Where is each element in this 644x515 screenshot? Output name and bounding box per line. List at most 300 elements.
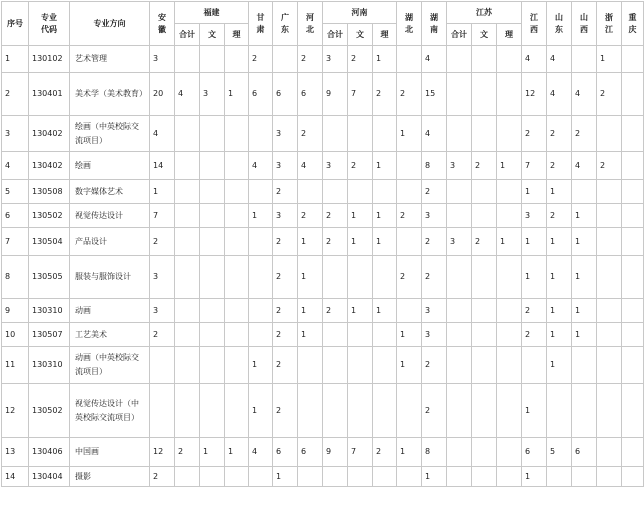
row-count xyxy=(597,228,622,256)
row-count: 1 xyxy=(522,180,547,204)
row-count xyxy=(472,347,497,384)
row-count xyxy=(447,384,472,438)
row-count xyxy=(225,256,249,299)
row-count xyxy=(225,46,249,73)
table-body xyxy=(2,46,644,487)
row-count xyxy=(200,384,225,438)
row-count: 7 xyxy=(150,204,175,228)
row-count: 3 xyxy=(150,299,175,323)
row-code: 130406 xyxy=(29,438,70,467)
row-count: 1 xyxy=(547,228,572,256)
row-count: 2 xyxy=(422,256,447,299)
row-count: 1 xyxy=(497,152,522,180)
row-count xyxy=(150,347,175,384)
row-count xyxy=(497,299,522,323)
row-count: 2 xyxy=(298,46,323,73)
row-count xyxy=(175,323,200,347)
row-count xyxy=(622,73,644,116)
row-count xyxy=(547,384,572,438)
row-count: 1 xyxy=(547,323,572,347)
row-code: 130310 xyxy=(29,299,70,323)
row-code: 130310 xyxy=(29,347,70,384)
row-count xyxy=(472,204,497,228)
table-row xyxy=(2,73,644,116)
table-row xyxy=(2,256,644,299)
row-count: 1 xyxy=(373,152,397,180)
row-count xyxy=(225,204,249,228)
row-count: 6 xyxy=(249,73,273,116)
row-seq: 2 xyxy=(2,73,29,116)
row-count xyxy=(472,323,497,347)
header-henan: 河南 xyxy=(323,2,397,24)
table-row xyxy=(2,384,644,438)
row-count xyxy=(298,347,323,384)
row-count: 15 xyxy=(422,73,447,116)
row-major: 数字媒体艺术 xyxy=(70,180,150,204)
row-count: 1 xyxy=(522,256,547,299)
row-count: 2 xyxy=(348,46,373,73)
row-count xyxy=(225,467,249,487)
row-count xyxy=(373,467,397,487)
row-count: 4 xyxy=(572,73,597,116)
row-count xyxy=(472,116,497,152)
row-count xyxy=(225,228,249,256)
row-count: 2 xyxy=(422,347,447,384)
row-count: 6 xyxy=(572,438,597,467)
table-row xyxy=(2,152,644,180)
row-count xyxy=(497,384,522,438)
row-count xyxy=(447,73,472,116)
row-count xyxy=(447,204,472,228)
row-count xyxy=(225,347,249,384)
row-count xyxy=(622,299,644,323)
row-count xyxy=(323,180,348,204)
row-count: 2 xyxy=(249,46,273,73)
header-jiangsu-science: 理 xyxy=(497,24,522,46)
row-major: 中国画 xyxy=(70,438,150,467)
row-count xyxy=(323,347,348,384)
row-count xyxy=(622,46,644,73)
row-count: 2 xyxy=(373,438,397,467)
row-count xyxy=(472,256,497,299)
row-major: 服装与服饰设计 xyxy=(70,256,150,299)
row-count: 2 xyxy=(472,228,497,256)
row-count: 2 xyxy=(273,299,298,323)
row-count xyxy=(597,299,622,323)
row-count xyxy=(397,46,422,73)
row-count xyxy=(249,180,273,204)
row-seq: 3 xyxy=(2,116,29,152)
row-count xyxy=(200,467,225,487)
row-count: 3 xyxy=(323,46,348,73)
row-seq: 9 xyxy=(2,299,29,323)
row-count: 4 xyxy=(547,73,572,116)
row-count xyxy=(497,256,522,299)
row-count: 1 xyxy=(572,299,597,323)
row-count xyxy=(175,256,200,299)
header-fujian-arts: 文 xyxy=(200,24,225,46)
row-count: 2 xyxy=(273,180,298,204)
header-chongqing: 重 庆 xyxy=(622,2,644,46)
row-count: 1 xyxy=(298,323,323,347)
table-row xyxy=(2,438,644,467)
row-count xyxy=(622,347,644,384)
row-count xyxy=(175,152,200,180)
row-count: 9 xyxy=(323,438,348,467)
row-count xyxy=(225,299,249,323)
header-hubei: 湖 北 xyxy=(397,2,422,46)
row-count xyxy=(175,467,200,487)
row-count: 4 xyxy=(298,152,323,180)
row-major: 动画（中英校际交流项目） xyxy=(70,347,150,384)
row-count: 4 xyxy=(522,46,547,73)
row-count xyxy=(348,323,373,347)
row-count xyxy=(597,384,622,438)
row-count: 2 xyxy=(522,323,547,347)
row-count: 2 xyxy=(397,256,422,299)
row-code: 130502 xyxy=(29,204,70,228)
row-count: 4 xyxy=(572,152,597,180)
row-count: 1 xyxy=(397,347,422,384)
row-count: 2 xyxy=(547,204,572,228)
row-count: 2 xyxy=(323,228,348,256)
row-count xyxy=(249,299,273,323)
row-count: 2 xyxy=(348,152,373,180)
row-count xyxy=(447,46,472,73)
row-major: 工艺美术 xyxy=(70,323,150,347)
row-count xyxy=(373,116,397,152)
row-count xyxy=(373,384,397,438)
row-count: 2 xyxy=(397,204,422,228)
row-count: 2 xyxy=(547,116,572,152)
header-gansu: 甘 肃 xyxy=(249,2,273,46)
row-count xyxy=(547,467,572,487)
row-count: 1 xyxy=(597,46,622,73)
header-major: 专业方向 xyxy=(70,2,150,46)
row-code: 130404 xyxy=(29,467,70,487)
row-count xyxy=(225,323,249,347)
row-count xyxy=(622,256,644,299)
row-count xyxy=(323,467,348,487)
header-zhejiang: 浙 江 xyxy=(597,2,622,46)
row-count: 2 xyxy=(150,228,175,256)
row-count xyxy=(323,256,348,299)
row-count: 1 xyxy=(298,228,323,256)
row-count: 3 xyxy=(447,152,472,180)
row-count xyxy=(447,323,472,347)
header-fujian-science: 理 xyxy=(225,24,249,46)
table-row xyxy=(2,228,644,256)
row-count: 2 xyxy=(273,256,298,299)
row-count xyxy=(497,180,522,204)
header-hunan: 湖 南 xyxy=(422,2,447,46)
row-count xyxy=(348,256,373,299)
row-count: 1 xyxy=(249,347,273,384)
row-count: 4 xyxy=(249,152,273,180)
row-count: 1 xyxy=(522,467,547,487)
row-count xyxy=(249,323,273,347)
row-major: 视觉传达设计（中英校际交流项目） xyxy=(70,384,150,438)
header-jiangsu-total: 合计 xyxy=(447,24,472,46)
row-count xyxy=(348,180,373,204)
row-count xyxy=(175,299,200,323)
row-count xyxy=(323,384,348,438)
row-seq: 8 xyxy=(2,256,29,299)
row-count: 1 xyxy=(348,228,373,256)
row-count: 1 xyxy=(373,204,397,228)
row-count xyxy=(373,347,397,384)
row-code: 130102 xyxy=(29,46,70,73)
table-row xyxy=(2,46,644,73)
row-count xyxy=(447,256,472,299)
row-major: 产品设计 xyxy=(70,228,150,256)
row-count xyxy=(522,347,547,384)
row-count xyxy=(472,384,497,438)
header-henan-total: 合计 xyxy=(323,24,348,46)
row-count xyxy=(175,180,200,204)
row-count xyxy=(497,204,522,228)
row-count xyxy=(622,467,644,487)
row-seq: 13 xyxy=(2,438,29,467)
row-count xyxy=(472,180,497,204)
row-count: 14 xyxy=(150,152,175,180)
row-count: 1 xyxy=(373,46,397,73)
row-count: 4 xyxy=(422,116,447,152)
row-count xyxy=(348,347,373,384)
row-count: 1 xyxy=(572,204,597,228)
row-count xyxy=(622,323,644,347)
row-count xyxy=(472,46,497,73)
row-count xyxy=(497,467,522,487)
row-code: 130504 xyxy=(29,228,70,256)
header-seq: 序号 xyxy=(2,2,29,46)
row-count: 6 xyxy=(298,438,323,467)
header-row-top xyxy=(2,2,644,24)
header-anhui: 安 徽 xyxy=(150,2,175,46)
row-count xyxy=(497,438,522,467)
row-count: 20 xyxy=(150,73,175,116)
row-count: 1 xyxy=(225,73,249,116)
row-count xyxy=(200,323,225,347)
row-count: 12 xyxy=(522,73,547,116)
row-count xyxy=(597,467,622,487)
row-count: 3 xyxy=(200,73,225,116)
row-count xyxy=(497,347,522,384)
row-count: 1 xyxy=(522,228,547,256)
row-count: 2 xyxy=(397,73,422,116)
table-row xyxy=(2,347,644,384)
row-count xyxy=(348,467,373,487)
row-count: 1 xyxy=(397,323,422,347)
row-count: 1 xyxy=(397,438,422,467)
row-count xyxy=(323,323,348,347)
row-count xyxy=(622,152,644,180)
row-count: 2 xyxy=(597,152,622,180)
row-count: 4 xyxy=(422,46,447,73)
row-count xyxy=(397,228,422,256)
row-count: 3 xyxy=(522,204,547,228)
row-count xyxy=(622,204,644,228)
row-seq: 4 xyxy=(2,152,29,180)
row-count xyxy=(200,256,225,299)
row-count: 1 xyxy=(572,228,597,256)
row-count xyxy=(497,116,522,152)
row-count: 1 xyxy=(298,256,323,299)
row-count xyxy=(472,467,497,487)
row-major: 摄影 xyxy=(70,467,150,487)
row-count: 2 xyxy=(522,116,547,152)
row-count: 1 xyxy=(298,299,323,323)
row-count xyxy=(572,384,597,438)
row-count xyxy=(572,347,597,384)
row-count: 2 xyxy=(323,204,348,228)
row-code: 130507 xyxy=(29,323,70,347)
row-count xyxy=(373,323,397,347)
row-count xyxy=(175,116,200,152)
row-count xyxy=(175,228,200,256)
row-count xyxy=(200,299,225,323)
row-count xyxy=(447,347,472,384)
row-count xyxy=(249,228,273,256)
row-major: 美术学（美术教育） xyxy=(70,73,150,116)
row-count: 6 xyxy=(298,73,323,116)
row-seq: 10 xyxy=(2,323,29,347)
row-count xyxy=(150,384,175,438)
row-count xyxy=(249,467,273,487)
header-hebei: 河 北 xyxy=(298,2,323,46)
row-count xyxy=(200,347,225,384)
row-count: 8 xyxy=(422,152,447,180)
row-major: 动画 xyxy=(70,299,150,323)
row-count xyxy=(200,180,225,204)
row-seq: 12 xyxy=(2,384,29,438)
table-row xyxy=(2,323,644,347)
header-jiangsu-arts: 文 xyxy=(472,24,497,46)
row-count xyxy=(298,384,323,438)
row-count: 2 xyxy=(547,152,572,180)
row-count xyxy=(348,384,373,438)
row-count: 1 xyxy=(249,204,273,228)
row-count: 3 xyxy=(323,152,348,180)
row-count xyxy=(175,46,200,73)
row-count xyxy=(472,438,497,467)
row-code: 130401 xyxy=(29,73,70,116)
row-count xyxy=(225,152,249,180)
row-count xyxy=(597,347,622,384)
header-fujian-total: 合计 xyxy=(175,24,200,46)
row-count xyxy=(622,228,644,256)
row-count: 2 xyxy=(422,228,447,256)
header-henan-arts: 文 xyxy=(348,24,373,46)
row-count xyxy=(597,204,622,228)
table-row xyxy=(2,116,644,152)
row-code: 130505 xyxy=(29,256,70,299)
row-count xyxy=(497,323,522,347)
row-count: 1 xyxy=(547,299,572,323)
table-row xyxy=(2,467,644,487)
row-seq: 7 xyxy=(2,228,29,256)
row-count xyxy=(472,299,497,323)
row-seq: 6 xyxy=(2,204,29,228)
row-count: 1 xyxy=(547,180,572,204)
row-count xyxy=(472,73,497,116)
row-count: 1 xyxy=(348,204,373,228)
row-count xyxy=(200,46,225,73)
row-count xyxy=(225,384,249,438)
row-count: 2 xyxy=(373,73,397,116)
row-count xyxy=(225,180,249,204)
row-count xyxy=(175,384,200,438)
row-count: 4 xyxy=(150,116,175,152)
row-code: 130402 xyxy=(29,116,70,152)
row-count xyxy=(622,384,644,438)
row-count xyxy=(175,347,200,384)
row-count: 1 xyxy=(547,347,572,384)
row-count xyxy=(597,323,622,347)
row-count xyxy=(200,116,225,152)
row-count xyxy=(447,116,472,152)
header-shanxi: 山 西 xyxy=(572,2,597,46)
row-major: 绘画 xyxy=(70,152,150,180)
row-count: 7 xyxy=(348,438,373,467)
row-count xyxy=(447,180,472,204)
row-seq: 11 xyxy=(2,347,29,384)
header-jiangxi: 江 西 xyxy=(522,2,547,46)
row-count xyxy=(323,116,348,152)
row-count xyxy=(397,384,422,438)
row-count: 2 xyxy=(150,467,175,487)
row-count: 3 xyxy=(422,204,447,228)
row-count xyxy=(200,204,225,228)
row-count xyxy=(348,116,373,152)
table-header xyxy=(2,2,644,46)
row-count xyxy=(373,256,397,299)
row-count: 1 xyxy=(572,256,597,299)
row-major: 绘画（中英校际交流项目） xyxy=(70,116,150,152)
row-seq: 14 xyxy=(2,467,29,487)
row-count: 2 xyxy=(323,299,348,323)
row-count: 6 xyxy=(273,438,298,467)
row-count: 12 xyxy=(150,438,175,467)
row-count xyxy=(249,116,273,152)
admission-plan-table xyxy=(1,1,644,487)
row-major: 艺术管理 xyxy=(70,46,150,73)
row-count: 2 xyxy=(572,116,597,152)
row-count: 1 xyxy=(547,256,572,299)
row-count xyxy=(225,116,249,152)
row-count: 4 xyxy=(175,73,200,116)
row-count xyxy=(622,438,644,467)
row-count xyxy=(497,73,522,116)
row-count: 1 xyxy=(200,438,225,467)
row-count xyxy=(200,152,225,180)
row-count xyxy=(298,180,323,204)
row-count xyxy=(397,299,422,323)
header-fujian: 福建 xyxy=(175,2,249,24)
row-count: 2 xyxy=(298,204,323,228)
row-count: 2 xyxy=(273,228,298,256)
row-count xyxy=(622,180,644,204)
row-count: 3 xyxy=(273,152,298,180)
row-count xyxy=(597,438,622,467)
row-count xyxy=(572,467,597,487)
row-count: 1 xyxy=(249,384,273,438)
row-count: 1 xyxy=(150,180,175,204)
row-count xyxy=(597,116,622,152)
row-count xyxy=(597,256,622,299)
row-count: 1 xyxy=(522,384,547,438)
row-count: 7 xyxy=(522,152,547,180)
